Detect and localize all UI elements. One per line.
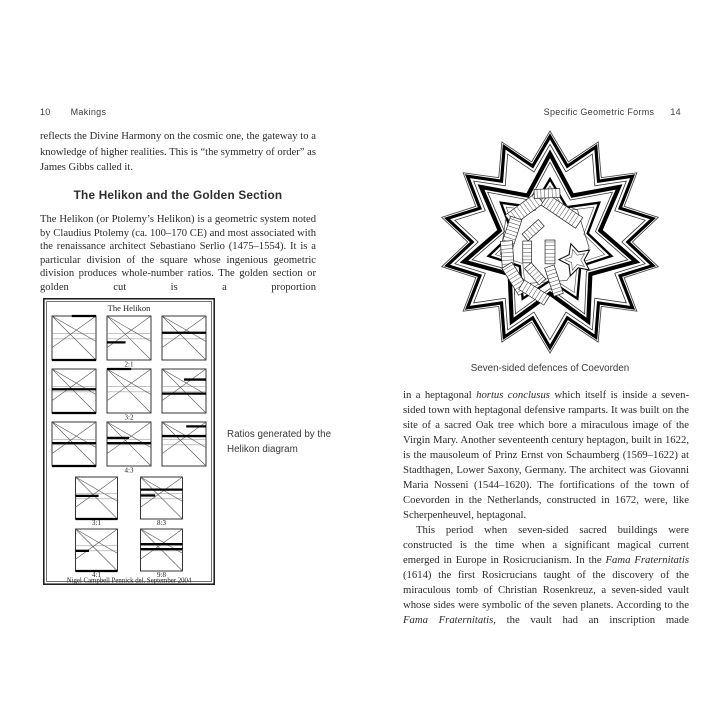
left-page-number: 10: [40, 107, 51, 117]
left-running-head-title: Makings: [70, 107, 107, 117]
svg-text:4:3: 4:3: [124, 466, 134, 475]
section-heading: The Helikon and the Golden Section: [73, 188, 283, 202]
helikon-diagram: [43, 298, 215, 585]
left-running-head: [40, 107, 106, 117]
svg-text:3:1: 3:1: [92, 519, 101, 527]
svg-text:The Helikon: The Helikon: [107, 303, 151, 313]
helikon-figure-caption: Ratios generated by the Helikon diagram: [227, 429, 332, 455]
left-body-paragraph: [40, 213, 316, 295]
star-fort-figure: [424, 130, 678, 357]
right-running-head-title: Specific Geometric Forms: [543, 107, 655, 117]
right-running-head: [403, 107, 681, 117]
svg-text:8:3: 8:3: [157, 519, 166, 527]
right-text-column: [403, 388, 689, 628]
helikon-figure: [43, 298, 215, 585]
svg-text:2:1: 2:1: [124, 360, 134, 369]
star-fort-plan: [424, 130, 678, 357]
svg-text:4:1: 4:1: [92, 571, 101, 579]
paragraph: reflects the Divine Harmony on the cosmic one, the gateway to a knowledge of higher realities. This is “the symmetry of order” as James Gibbs called it.: [40, 131, 316, 173]
svg-text:3:2: 3:2: [124, 413, 134, 422]
paragraph: This period when seven-sided sacred buildings were constructed is the time when a significant magical current emerged in Europe in Rosicrucianism. In the Fama Fraternitatis (1614) the first Rosicrucians taught of the discovery of the miraculous tomb of Christian Rosenkreuz, a seven-sided vault whose sides were symbolic of the seven planets. According to the Fama Fraternitatis, the vault had an inscription made: [403, 524, 690, 626]
svg-text:9:8: 9:8: [157, 571, 166, 579]
left-intro-paragraph: [40, 129, 316, 176]
svg-text:Nigel Campbell Pennick del. Se: Nigel Campbell Pennick del. September 2004: [66, 577, 192, 585]
paragraph: in a heptagonal hortus conclusus which itself is inside a seven-sided town with heptagonal defensive ramparts. It was built on the site of a sacred Oak tree which bore a miraculous image of the Virgin Mary. Another seventeenth century heptagon, built in 1622, is the mausoleum of Prinz Ernst von Schaumberg (1569–1622) at Stadthagen, Lower Saxony, Germany. The architect was Giovanni Maria Nosseni (1544–1620). The fortifications of the town of Coevorden in the Netherlands, constructed in 1672, were, like Scherpenheuvel, heptagonal.: [403, 389, 690, 521]
paragraph: The Helikon (or Ptolemy’s Helikon) is a geometric system noted by Claudius Ptolemy (ca. 100–170 CE) and most associated with the renaissance architect Sebastiano Serlio (1475–1554). It is a particular division of the square whose ingenious geometric division produces whole-number ratios. The golden section or golden cut is a proportion: [40, 214, 316, 293]
star-fort-caption: Seven-sided defences of Coevorden: [470, 363, 630, 374]
right-page-number: 14: [670, 107, 681, 117]
